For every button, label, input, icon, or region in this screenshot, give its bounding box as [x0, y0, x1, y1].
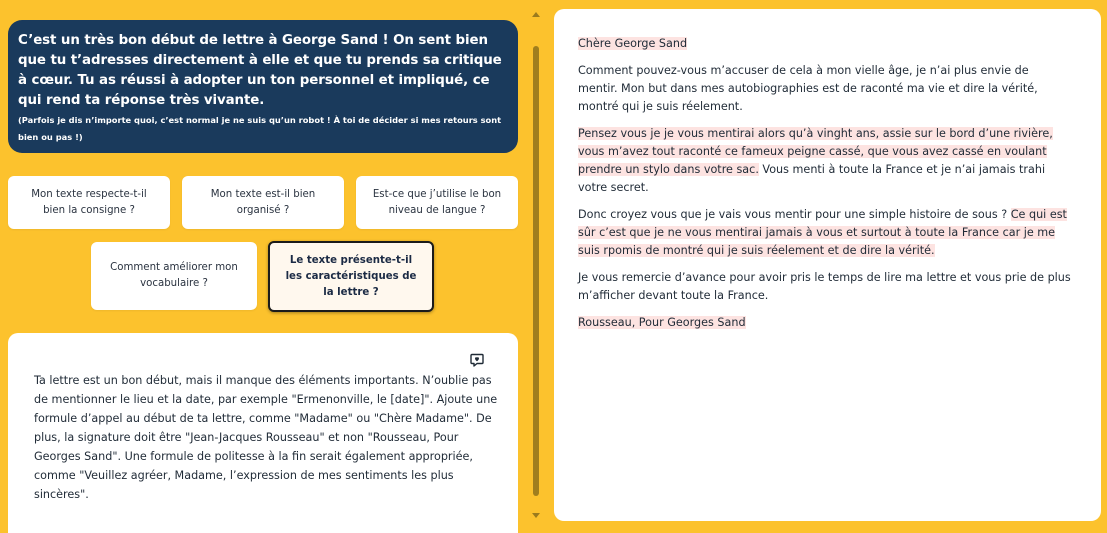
question-label: Comment améliorer mon vocabulaire ? [110, 262, 238, 289]
feedback-text: Ta lettre est un bon début, mais il manque des éléments importants. N’oublie pas de mentionner le lieu et la date, par exemple "Ermenonville, le [date]". Ajoute une formule d’appel au début de ta lettre, comme "Madame" ou "Chère Madame". De plus, la signature doit être "Jean-Jacques Rousseau" et non "Rousseau, Pour Georges Sand". Une formule de politesse à la fin serait également appropriée, comme "Veuillez agréer, Madame, l’expression de mes sentiments les plus sincères". [34, 374, 498, 501]
intro-feedback-card [8, 20, 518, 153]
letter-paragraph-1: Comment pouvez-vous m’accuser de cela à mon vielle âge, je n’ai plus envie de mentir. Mon but dans mes autobiographies est de raconté ma vie et dire la vérité, montré qui je suis réelement. [578, 64, 1038, 113]
plain-text: Vous menti à toute la France et je n’ai jamais trahi votre secret. [578, 163, 1046, 194]
highlighted-text: Ce qui est sûr c’est que je ne vous mentirai jamais à vous et surtout à toute la France car je me suis rpomis de montré qui je suis réelement et de dire la vérité. [578, 208, 1067, 257]
left-panel [0, 0, 528, 533]
intro-message: C’est un très bon début de lettre à George Sand ! On sent bien que tu t’adresses directement à elle et que tu prends sa critique à cœur. Tu as réussi à adopter un ton personnel et impliqué, ce qui rend ta réponse très vivante. [18, 33, 502, 108]
letter-paragraph-4: Je vous remercie d’avance pour avoir pris le temps de lire ma lettre et vous prie de plus m’afficher devant toute la France. [578, 271, 1071, 302]
letter-panel [554, 9, 1101, 521]
question-button-caracteristiques-lettre[interactable] [268, 241, 434, 312]
question-label: Le texte présente-t-il les caractéristiques de la lettre ? [285, 254, 417, 298]
letter-signature [578, 314, 1071, 332]
letter-salutation [578, 35, 1071, 53]
scroll-down-arrow-icon[interactable] [532, 513, 540, 518]
question-label: Mon texte respecte-t-il bien la consigne ? [31, 188, 147, 216]
feedback-icon[interactable] [470, 353, 484, 367]
letter-paragraph-2 [578, 125, 1071, 197]
scrollbar-thumb[interactable] [533, 46, 539, 496]
plain-text: Donc croyez vous que je vais vous mentir pour une simple histoire de sous ? [578, 208, 1011, 221]
question-button-consigne[interactable] [8, 176, 170, 229]
highlighted-text: Rousseau, Pour Georges Sand [578, 316, 746, 329]
question-label: Mon texte est-il bien organisé ? [210, 188, 316, 216]
question-label: Est-ce que j’utilise le bon niveau de langue ? [372, 188, 502, 216]
intro-disclaimer: (Parfois je dis n’importe quoi, c’est normal je ne suis qu’un robot ! À toi de décider si mes retours sont bien ou pas !) [18, 115, 502, 142]
letter-paragraph-3 [578, 206, 1071, 260]
feedback-card [8, 333, 518, 533]
question-button-organisation[interactable] [182, 176, 344, 229]
question-button-vocabulaire[interactable] [91, 242, 257, 310]
scroll-up-arrow-icon[interactable] [532, 12, 540, 17]
highlighted-text: Pensez vous je je vous mentirai alors qu’à vinght ans, assie sur le bord d’une rivière, vous m’avez tout raconté ce fameux peigne cassé, que vous avez cassé en voulant prendre un stylo dans votre sac. [578, 127, 1053, 176]
question-button-niveau-langue[interactable] [356, 176, 518, 229]
scrollbar[interactable] [530, 10, 542, 520]
highlighted-text: Chère George Sand [578, 37, 688, 50]
